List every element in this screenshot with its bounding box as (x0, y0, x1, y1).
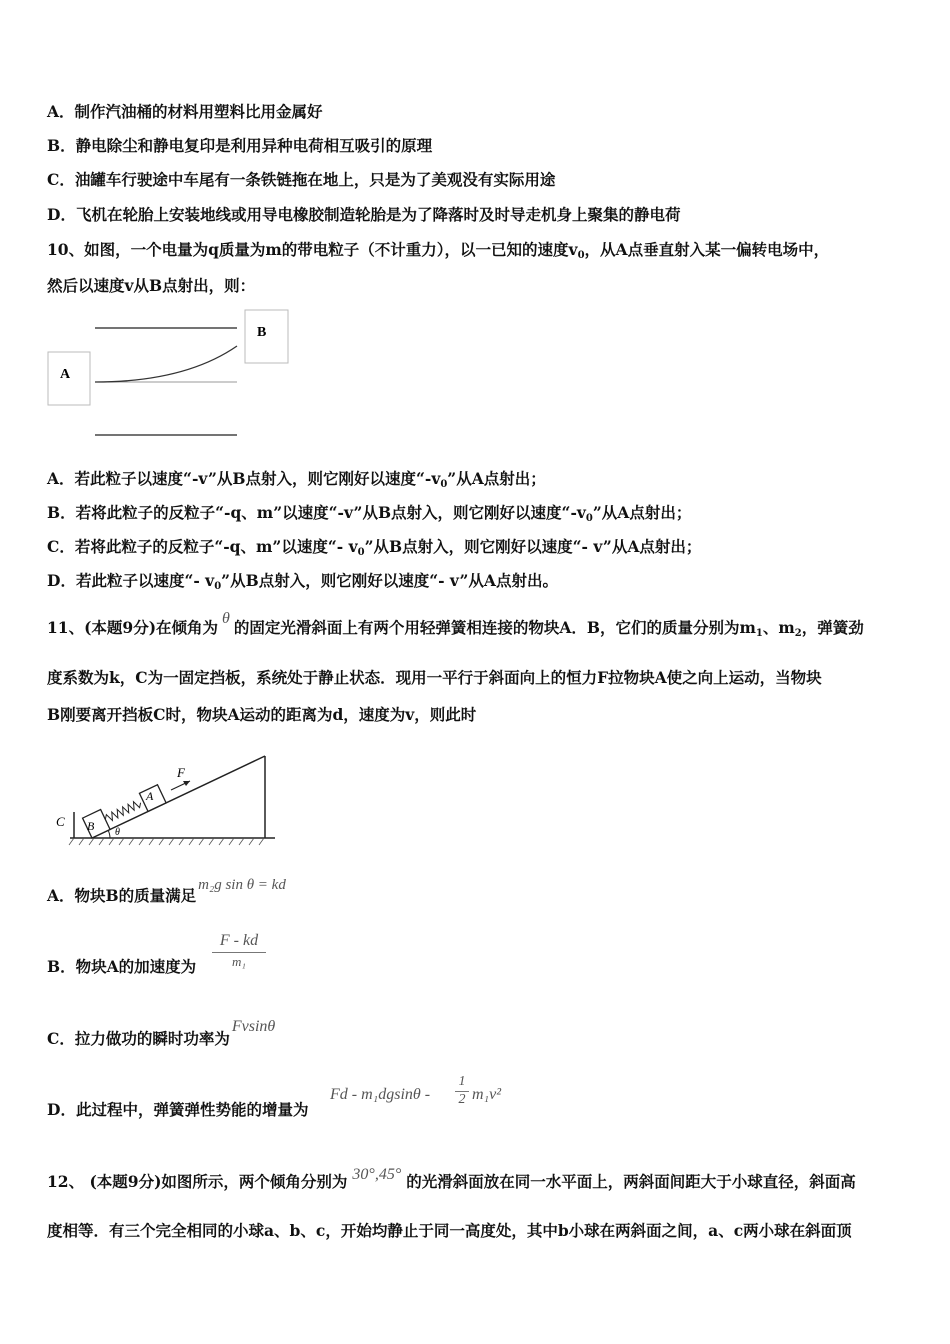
q11-option-a: A．物块B的质量满足m₂g sin θ = kd (47, 877, 286, 905)
q10-option-c: C．若将此粒子的反粒子“-q、m”以速度“- $v_0$”从B点射入，则它刚好以速度“- v”从A点射出； (47, 537, 702, 558)
q11-option-d-tail: m₁v² (472, 1086, 502, 1103)
q11-incline-figure (50, 750, 280, 850)
label-theta: θ (115, 827, 120, 838)
q9-option-d: D．飞机在轮胎上安装地线或用导电橡胶制造轮胎是为了降落时及时导走机身上聚集的静电荷 (47, 205, 681, 224)
label-block-a: A (146, 789, 154, 803)
q10-option-a: A．若此粒子以速度“-v”从B点射入，则它刚好以速度“$-v_0$”从A点射出； (47, 469, 546, 490)
q10-option-b: B．若将此粒子的反粒子“-q、m”以速度“-v”从B点射入，则它刚好以速度“$-v_0$”从A点射出； (47, 503, 692, 524)
point-b-label: B (257, 325, 267, 340)
q10-deflection-figure (45, 308, 295, 443)
q11-option-d-fraction: 1 2 (455, 1074, 469, 1108)
q12-stem-line2: 度相等．有三个完全相同的小球a、b、c，开始均静止于同一高度处，其中b小球在两斜面之间，a、c两小球在斜面顶 (47, 1221, 852, 1240)
q10-stem-line2: 然后以速度v从B点射出，则： (47, 276, 256, 295)
q11-stem-line1: 11、(本题9分)在倾角为 θ 的固定光滑斜面上有两个用轻弹簧相连接的物块A．B，它们的质量分别为$m_1$、$m_2$，弹簧劲 (47, 610, 864, 639)
q9-option-a: A．制作汽油桶的材料用塑料比用金属好 (47, 102, 323, 121)
q11-stem-line3: B刚要离开挡板C时，物块A运动的距离为d，速度为v，则此时 (47, 705, 477, 724)
q11-option-b-fraction: F - kd m₁ (212, 932, 266, 970)
label-force-f: F (177, 765, 185, 780)
q11-option-b: B．物块A的加速度为 (47, 957, 197, 976)
q11-option-d: D．此过程中，弹簧弹性势能的增量为 (47, 1100, 309, 1119)
q10-option-d: D．若此粒子以速度“- $v_0$”从B点射入，则它刚好以速度“- v”从A点射出。 (47, 571, 558, 592)
q11-option-d-formula: Fd - m₁dgsinθ - (330, 1086, 431, 1103)
q11-stem-line2: 度系数为k，C为一固定挡板，系统处于静止状态．现用一平行于斜面向上的恒力F拉物块A使之向上运动，当物块 (47, 668, 822, 687)
q11-option-c: C．拉力做功的瞬时功率为Fvsinθ (47, 1018, 276, 1048)
q9-option-c: C．油罐车行驶途中车尾有一条铁链拖在地上，只是为了美观没有实际用途 (47, 170, 556, 189)
q9-option-b: B．静电除尘和静电复印是利用异种电荷相互吸引的原理 (47, 136, 433, 155)
label-c: C (56, 814, 65, 829)
q12-stem-line1: 12、 (本题9分)如图所示，两个倾角分别为 30°,45° 的光滑斜面放在同一水平面上，两斜面间距大于小球直径，斜面高 (47, 1166, 856, 1191)
point-a-label: A (60, 367, 71, 382)
label-block-b: B (87, 819, 95, 833)
q10-stem-line1: 10、如图，一个电量为q质量为m的带电粒子（不计重力），以一已知的速度$v_0$，从A点垂直射入某一偏转电场中， (47, 240, 830, 261)
